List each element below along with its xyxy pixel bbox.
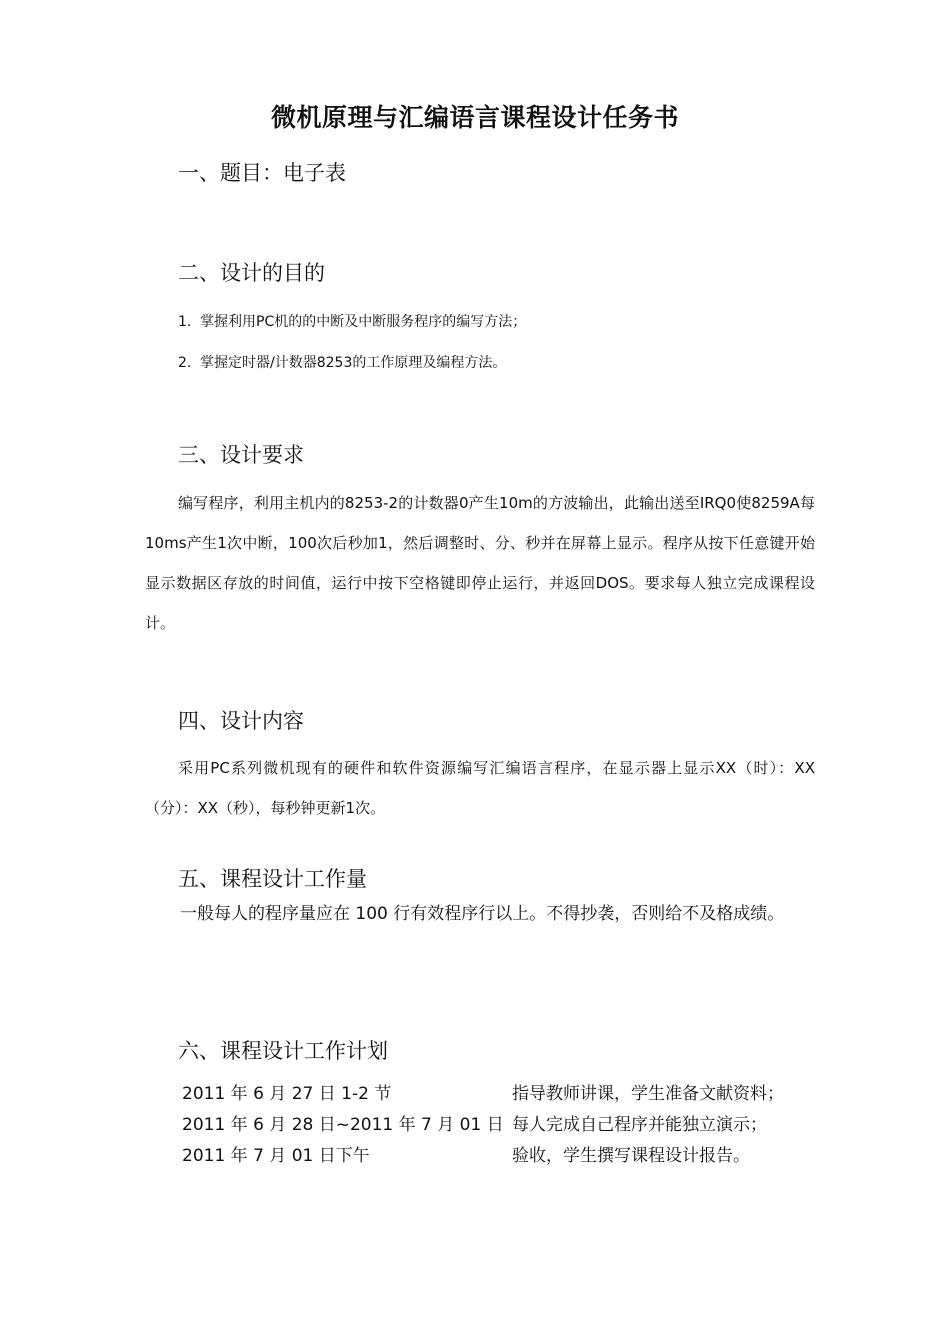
purpose-item-2 [178,352,506,372]
plan-row [182,1079,822,1110]
heading-topic: 一、题目：电子表 [178,161,346,185]
plan-task: 指导教师讲课，学生准备文献资料； [512,1084,784,1104]
plan-date: 2011 年 6 月 27 日 1-2 节 [182,1084,392,1104]
purpose-item-1 [178,311,526,331]
plan-task: 每人完成自己程序并能独立演示； [512,1115,767,1135]
heading-requirements: 三、设计要求 [178,443,304,467]
list-number: 2. [178,355,192,371]
plan-task: 验收，学生撰写课程设计报告。 [512,1146,750,1166]
heading-content: 四、设计内容 [178,709,304,733]
plan-row [182,1141,822,1172]
workload-paragraph: 一般每人的程序量应在 100 行有效程序行以上。不得抄袭，否则给不及格成绩。 [180,904,785,924]
heading-workload: 五、课程设计工作量 [178,867,367,891]
plan-date: 2011 年 6 月 28 日~2011 年 7 月 01 日 [182,1115,504,1135]
plan-row [182,1110,822,1141]
heading-purpose: 二、设计的目的 [178,261,325,285]
list-text: 掌握定时器/计数器8253的工作原理及编程方法。 [200,355,507,371]
document-title: 微机原理与汇编语言课程设计任务书 [270,103,679,132]
plan-table [182,1079,822,1172]
content-paragraph: 采用PC系列微机现有的硬件和软件资源编写汇编语言程序，在显示器上显示XX（时）：XX（分）：XX（秒），每秒钟更新1次。 [145,759,815,817]
plan-date: 2011 年 7 月 01 日下午 [182,1146,370,1166]
requirements-paragraph: 编写程序，利用主机内的8253-2的计数器0产生10m的方波输出，此输出送至IRQ0使8259A每10ms产生1次中断，100次后秒加1，然后调整时、分、秒并在屏幕上显示。程序从按下任意键开始显示数据区存放的时间值，运行中按下空格键即停止运行，并返回DOS。要求每人独立完成课程设计。 [145,494,815,632]
list-number: 1. [178,314,192,330]
heading-plan: 六、课程设计工作计划 [178,1039,388,1063]
list-text: 掌握利用PC机的的中断及中断服务程序的编写方法； [200,314,527,330]
